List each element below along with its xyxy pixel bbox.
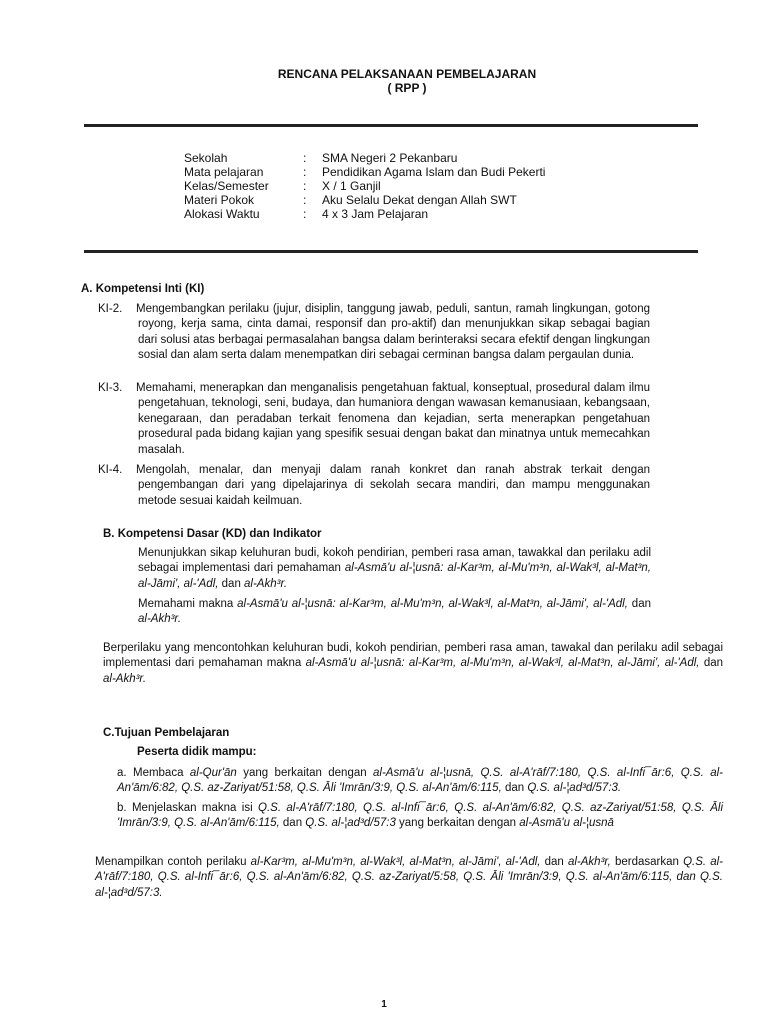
ki-number: KI-3. <box>98 382 123 394</box>
indicator <box>103 641 723 687</box>
objective-a-prefix: a. Membaca <box>117 767 190 779</box>
kd-2-names: al-Asmā'u al-¦usnā: al-Kar³m, al-Mu'm³n, al-Wak³l, al-Mat³n, al-Jāmi', al-'Adl, <box>237 598 628 610</box>
identity-value: Aku Selalu Dekat dengan Allah SWT <box>322 193 517 207</box>
page-number: 1 <box>381 999 387 1010</box>
kd-2 <box>138 597 651 628</box>
indicator-text: Berperilaku yang mencontohkan keluhuran budi, kokoh pendirian, pemberi rasa aman, tawakal dan perilaku adil sebagai implementasi dari pemahaman makna <box>103 642 723 670</box>
section-b-heading: B. Kompetensi Dasar (KD) dan Indikator <box>103 528 322 540</box>
document-title: RENCANA PELAKSANAAN PEMBELAJARAN <box>277 67 537 81</box>
objective-b-conj: dan <box>279 817 306 830</box>
kd-1 <box>138 546 651 592</box>
identity-label: Kelas/Semester <box>184 179 269 193</box>
objective-c-last: al-Akh³r, <box>567 856 611 868</box>
section-a-heading: A. Kompetensi Inti (KI) <box>81 283 205 295</box>
objective-a-refs: al-Asmā'u al-¦usnā, Q.S. al-A'rāf/7:180, Q.S. al-Infi¯ār:6, Q.S. al-An'ām/6:82, Q.S. az-Zariyat/51:58, Q.S. Āli 'Imrān/3:9, Q.S. al-An'ām/6:115, <box>117 767 723 795</box>
identity-label: Mata pelajaran <box>184 165 264 179</box>
top-divider <box>84 124 698 127</box>
objective-c-prefix: Menampilkan contoh perilaku <box>95 856 251 868</box>
ki-text: Mengolah, menalar, dan menyaji dalam ranah konkret dan ranah abstrak terkait dengan pengembangan dari yang dipelajarinya di sekolah secara mandiri, dan mampu menggunakan metode sesuai kaidah keilmuan. <box>136 464 650 507</box>
objective-a <box>117 766 723 797</box>
identity-label: Materi Pokok <box>184 193 255 207</box>
objective-c-conj: dan <box>540 856 568 868</box>
identity-label: Sekolah <box>184 151 228 165</box>
objective-c-names: al-Kar³m, al-Mu'm³n, al-Wak³l, al-Mat³n, al-Jāmi', al-'Adl, <box>250 856 541 868</box>
kd-2-text: Memahami makna <box>138 598 238 610</box>
ki-text: Memahami, menerapkan dan menganalisis pengetahuan faktual, konseptual, prosedural dalam ilmu pengetahuan, teknologi, seni, budaya, dan humaniora dengan wawasan kemanusiaan, kebangsaan, kenegaraan, dan peradaban terkait fenomena dan kejadian, serta menerapkan pengetahuan prosedural pada bidang kajian yang spesifik sesuai dengan bakat dan minatnya untuk memecahkan masalah. <box>136 382 650 456</box>
kd-1-conj: dan <box>218 577 245 590</box>
section-c-subheading: Peserta didik mampu: <box>137 746 257 758</box>
objective-b-prefix: b. Menjelaskan makna isi <box>117 802 259 814</box>
indicator-conj: dan <box>699 657 724 670</box>
objective-a-conj: dan <box>501 782 528 795</box>
kd-1-names: al-Asmā'u al-¦usnā: al-Kar³m, al-Mu'm³n, al-Wak³l, al-Mat³n, al-Jāmi', al-'Adl, <box>138 562 651 590</box>
bottom-divider <box>84 250 698 253</box>
identity-colon: : <box>303 151 307 165</box>
identity-colon: : <box>303 193 307 207</box>
indicator-last: al-Akh³r. <box>103 672 147 685</box>
identity-colon: : <box>303 179 307 193</box>
objective-b-refs: Q.S. al-A'rāf/7:180, Q.S. al-Infi¯ār:6, Q.S. al-An'ām/6:82, Q.S. az-Zariyat/51:58, Q.S. Āli 'Imrān/3:9, Q.S. al-An'ām/6:115, <box>117 802 723 830</box>
section-c-heading: C.Tujuan Pembelajaran <box>103 727 230 739</box>
kd-1-text: Menunjukkan sikap keluhuran budi, kokoh pendirian, pemberi rasa aman, tawakkal dan perilaku adil sebagai implementasi dari pemahaman <box>138 547 651 575</box>
identity-value: Pendidikan Agama Islam dan Budi Pekerti <box>322 165 546 179</box>
identity-value: 4 x 3 Jam Pelajaran <box>322 207 429 221</box>
identity-value: SMA Negeri 2 Pekanbaru <box>322 151 458 165</box>
kd-2-last: al-Akh³r. <box>138 613 182 626</box>
identity-colon: : <box>303 165 307 179</box>
objective-c-mid: berdasarkan <box>610 856 684 868</box>
ki-number: KI-4. <box>98 464 123 476</box>
kd-1-last: al-Akh³r. <box>244 577 288 590</box>
objective-a-mid: yang berkaitan dengan <box>236 767 374 779</box>
objective-a-quran: al-Qur'ān <box>189 767 237 779</box>
identity-value: X / 1 Ganjil <box>322 179 381 193</box>
identity-label: Alokasi Waktu <box>184 207 260 221</box>
objective-b-mid: yang berkaitan dengan <box>395 817 520 830</box>
objective-c-refs: Q.S. al-A'rāf/7:180, Q.S. al-Infi¯ār:6, Q.S. al-An'ām/6:82, Q.S. az-Zariyat/5:58, Q.S. Āli 'Imrān/3:9, Q.S. al-An'ām/6:115, dan Q.S. al-¦ad³d/57:3. <box>95 856 724 899</box>
objective-b-last-ref: Q.S. al-¦ad³d/57:3 <box>305 817 396 830</box>
objective-b-asma: al-Asmā'u al-¦usnā <box>519 817 614 830</box>
kd-2-conj: dan <box>627 598 651 610</box>
ki-number: KI-2. <box>98 303 123 315</box>
objective-c <box>95 855 723 901</box>
document-subtitle: ( RPP ) <box>387 81 427 95</box>
indicator-names: al-Asmā'u al-¦usnā: al-Kar³m, al-Mu'm³n, al-Wak³l, al-Mat³n, al-Jāmi', al-'Adl, <box>305 657 700 670</box>
ki-text: Mengembangkan perilaku (jujur, disiplin, tanggung jawab, peduli, santun, ramah lingkungan, gotong royong, kerja sama, cinta damai, responsif dan pro-aktif) dan menunjukkan sikap sebagai bagian dari solusi atas berbagai permasalahan bangsa dalam berinteraksi secara efektif dengan lingkungan sosial dan alam serta dalam menempatkan diri sebagai cerminan bangsa dalam pergaulan dunia. <box>136 303 650 362</box>
objective-b <box>117 801 723 832</box>
identity-colon: : <box>303 207 307 221</box>
objective-a-last: Q.S. al-¦ad³d/57:3. <box>527 782 622 795</box>
